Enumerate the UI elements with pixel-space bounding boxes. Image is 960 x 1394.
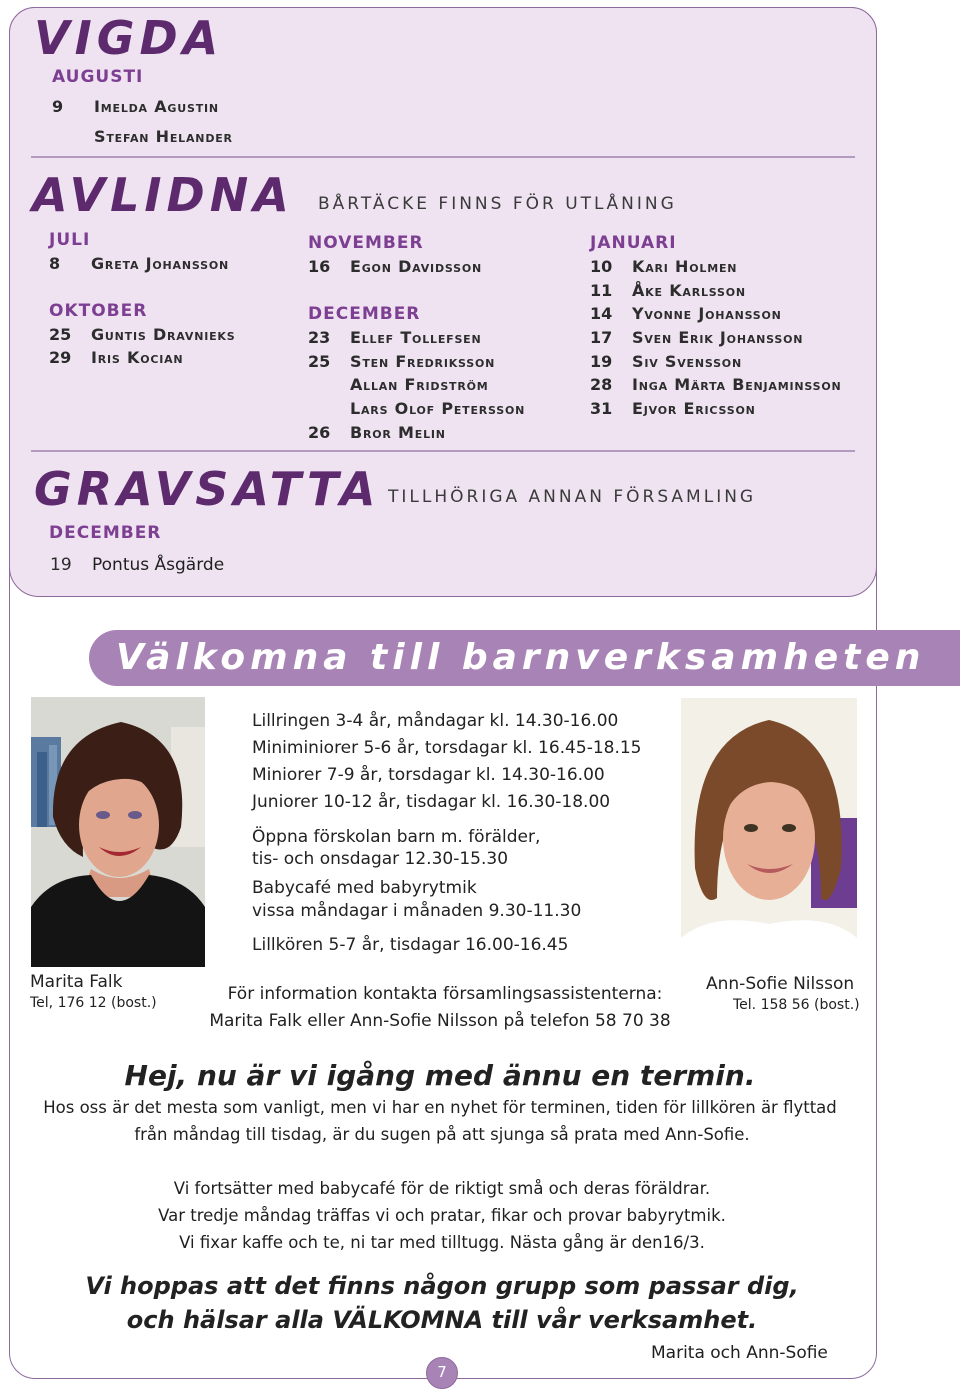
avlidna-entry	[590, 354, 742, 370]
entry-name: Egon Davidsson	[350, 257, 482, 276]
entry-name: Kari Holmen	[632, 257, 738, 276]
avlidna-entry	[49, 327, 235, 343]
divider	[31, 450, 855, 452]
month-januari: JANUARI	[590, 233, 677, 253]
avlidna-entry	[308, 377, 489, 393]
divider	[31, 156, 855, 158]
avlidna-entry	[308, 425, 446, 441]
entry-name: Ejvor Ericsson	[632, 399, 756, 418]
message-text: från måndag till tisdag, är du sugen på att sjunga så prata med Ann-Sofie.	[134, 1125, 750, 1144]
avlidna-entry	[308, 354, 495, 370]
entry-name: Greta Johansson	[91, 254, 229, 273]
activity-line: tis- och onsdagar 12.30-15.30	[252, 849, 509, 869]
avlidna-entry	[590, 401, 756, 417]
avlidna-entry	[590, 306, 782, 322]
closing-text: och hälsar alla VÄLKOMNA till vår verksamhet.	[126, 1306, 758, 1334]
avlidna-heading: AVLIDNA	[32, 168, 294, 222]
avlidna-entry	[308, 401, 525, 417]
activity-line: Lillringen 3-4 år, måndagar kl. 14.30-16.00	[252, 711, 619, 731]
contact-info-line: Marita Falk eller Ann-Sofie Nilsson på telefon 58 70 38	[209, 1011, 671, 1031]
gravsatta-heading: GRAVSATTA	[34, 462, 381, 516]
contact-name-right: Ann-Sofie Nilsson	[706, 974, 855, 994]
month-november: NOVEMBER	[308, 233, 424, 253]
gravsatta-note: TILLHÖRIGA ANNAN FÖRSAMLING	[388, 487, 757, 507]
entry-day: 8	[49, 254, 61, 273]
entry-name: Stefan Helander	[94, 127, 233, 146]
entry-day: 31	[590, 399, 613, 418]
avlidna-entry	[308, 330, 482, 346]
entry-name: Lars Olof Petersson	[350, 399, 526, 418]
vigda-heading: VIGDA	[34, 11, 224, 65]
vigda-entry	[52, 99, 219, 115]
vigda-month: AUGUSTI	[52, 67, 144, 87]
entry-day: 16	[308, 257, 331, 276]
entry-day: 23	[308, 328, 331, 347]
avlidna-note: BÅRTÄCKE FINNS FÖR UTLÅNING	[318, 194, 677, 214]
message-text: Hos oss är det mesta som vanligt, men vi har en nyhet för terminen, tiden för lillkören är flyttad	[43, 1098, 837, 1117]
activity-line: vissa måndagar i månaden 9.30-11.30	[252, 901, 582, 921]
entry-day: 26	[308, 423, 331, 442]
entry-day: 25	[308, 352, 331, 371]
entry-day: 11	[590, 281, 613, 300]
contact-name-left: Marita Falk	[30, 972, 123, 992]
activity-line: Miniorer 7-9 år, torsdagar kl. 14.30-16.00	[252, 765, 605, 785]
closing-text: Vi hoppas att det finns någon grupp som passar dig,	[85, 1272, 799, 1300]
avlidna-entry	[49, 350, 183, 366]
message-text: Vi fixar kaffe och te, ni tar med tilltugg. Nästa gång är den16/3.	[179, 1233, 705, 1252]
activity-line: Babycafé med babyrytmik	[252, 878, 477, 898]
message-text: Vi fortsätter med babycafé för de riktigt små och deras föräldrar.	[173, 1179, 711, 1198]
portrait-image	[31, 697, 205, 967]
entry-name: Ellef Tollefsen	[350, 328, 482, 347]
banner-title: Välkomna till barnverksamheten	[116, 637, 926, 678]
entry-name: Inga Märta Benjaminsson	[632, 375, 842, 394]
contact-info-line: För information kontakta församlingsassistenterna:	[227, 984, 663, 1004]
activity-line: Juniorer 10-12 år, tisdagar kl. 16.30-18.00	[252, 792, 611, 812]
gravsatta-month: DECEMBER	[49, 523, 162, 543]
avlidna-entry	[49, 256, 229, 272]
entry-name: Yvonne Johansson	[632, 304, 782, 323]
entry-day: 29	[49, 348, 72, 367]
entry-name: Iris Kocian	[91, 348, 184, 367]
entry-name: Imelda Agustin	[94, 97, 219, 116]
gravsatta-entry	[50, 557, 224, 574]
entry-name: Pontus Åsgärde	[92, 555, 225, 575]
entry-day: 25	[49, 325, 72, 344]
activity-line: Öppna förskolan barn m. förälder,	[252, 827, 541, 847]
avlidna-entry	[590, 377, 842, 393]
avlidna-entry	[308, 259, 482, 275]
entry-day: 14	[590, 304, 613, 323]
signature: Marita och Ann-Sofie	[651, 1343, 828, 1363]
entry-day: 9	[52, 97, 64, 116]
activity-line: Miniminiorer 5-6 år, torsdagar kl. 16.45-18.15	[252, 738, 642, 758]
contact-tel-right: Tel. 158 56 (bost.)	[733, 997, 860, 1013]
entry-name: Siv Svensson	[632, 352, 742, 371]
avlidna-entry	[590, 283, 746, 299]
page-number: 7	[426, 1357, 458, 1389]
entry-name: Sten Fredriksson	[350, 352, 496, 371]
entry-day: 10	[590, 257, 613, 276]
avlidna-entry	[590, 330, 803, 346]
month-juli: JULI	[49, 230, 91, 250]
vigda-entry	[52, 129, 233, 145]
entry-day: 19	[590, 352, 613, 371]
entry-day: 17	[590, 328, 613, 347]
message-text: Var tredje måndag träffas vi och pratar, fikar och provar babyrytmik.	[158, 1206, 726, 1225]
activity-line: Lillkören 5-7 år, tisdagar 16.00-16.45	[252, 935, 569, 955]
entry-name: Guntis Dravnieks	[91, 325, 236, 344]
entry-name: Åke Karlsson	[632, 281, 746, 300]
entry-day: 19	[50, 555, 72, 575]
ann-sofie-photo	[681, 698, 857, 966]
month-december: DECEMBER	[308, 304, 421, 324]
entry-day: 28	[590, 375, 613, 394]
entry-name: Allan Fridström	[350, 375, 489, 394]
marita-photo	[31, 697, 205, 967]
month-oktober: OKTOBER	[49, 301, 148, 321]
message-headline: Hej, nu är vi igång med ännu en termin.	[124, 1059, 756, 1092]
avlidna-entry	[590, 259, 737, 275]
contact-tel-left: Tel, 176 12 (bost.)	[30, 995, 157, 1011]
portrait-image	[681, 698, 857, 966]
entry-name: Bror Melin	[350, 423, 446, 442]
entry-name: Sven Erik Johansson	[632, 328, 804, 347]
